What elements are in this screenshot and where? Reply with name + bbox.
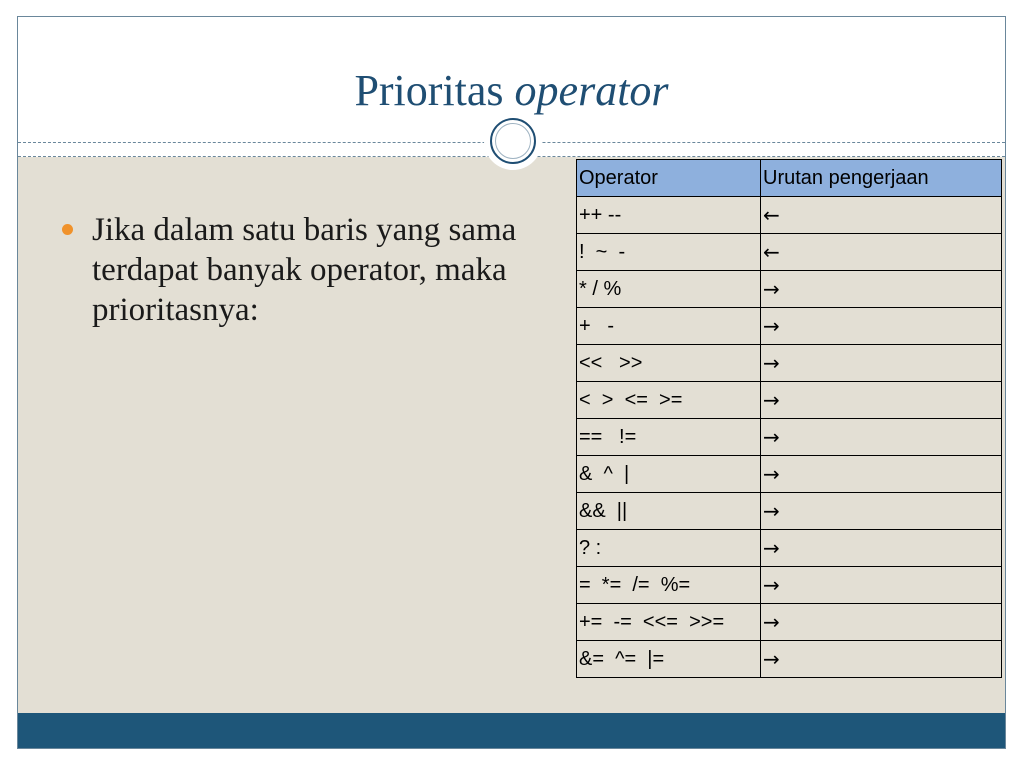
order-cell xyxy=(761,345,1002,382)
operator-cell: = *= /= %= xyxy=(577,567,761,604)
operator-cell: * / % xyxy=(577,271,761,308)
table-row xyxy=(577,382,1002,419)
title-main: Prioritas xyxy=(354,66,515,115)
order-cell xyxy=(761,197,1002,234)
order-cell xyxy=(761,604,1002,641)
header-order: Urutan pengerjaan xyxy=(761,160,1002,197)
table-row xyxy=(577,345,1002,382)
order-cell xyxy=(761,641,1002,678)
table-row xyxy=(577,567,1002,604)
table-row xyxy=(577,308,1002,345)
arrow-right-icon: → xyxy=(763,572,780,597)
bullet-dot-icon xyxy=(62,224,73,235)
table-header-row xyxy=(577,160,1002,197)
order-cell xyxy=(761,456,1002,493)
title-italic: operator xyxy=(514,66,669,115)
operator-cell: ! ~ - xyxy=(577,234,761,271)
operator-cell: ++ -- xyxy=(577,197,761,234)
arrow-left-icon: ← xyxy=(763,202,780,227)
operator-cell: + - xyxy=(577,308,761,345)
arrow-right-icon: → xyxy=(763,609,780,634)
arrow-right-icon: → xyxy=(763,276,780,301)
table-row xyxy=(577,641,1002,678)
table-body xyxy=(577,197,1002,678)
arrow-right-icon: → xyxy=(763,424,780,449)
arrow-right-icon: → xyxy=(763,646,780,671)
operator-cell: += -= <<= >>= xyxy=(577,604,761,641)
bullet-item xyxy=(62,210,542,330)
order-cell xyxy=(761,382,1002,419)
operator-cell: < > <= >= xyxy=(577,382,761,419)
operator-cell: << >> xyxy=(577,345,761,382)
slide xyxy=(17,16,1006,749)
header-operator: Operator xyxy=(577,160,761,197)
arrow-right-icon: → xyxy=(763,313,780,338)
arrow-right-icon: → xyxy=(763,535,780,560)
arrow-right-icon: → xyxy=(763,461,780,486)
order-cell xyxy=(761,234,1002,271)
table-row xyxy=(577,419,1002,456)
order-cell xyxy=(761,493,1002,530)
divider-ring-inner-icon xyxy=(495,123,531,159)
table-row xyxy=(577,234,1002,271)
order-cell xyxy=(761,308,1002,345)
operator-precedence-table xyxy=(576,159,1002,678)
order-cell xyxy=(761,530,1002,567)
operator-cell: & ^ | xyxy=(577,456,761,493)
table-row xyxy=(577,197,1002,234)
operator-cell: &= ^= |= xyxy=(577,641,761,678)
order-cell xyxy=(761,567,1002,604)
table-row xyxy=(577,493,1002,530)
operator-cell: ? : xyxy=(577,530,761,567)
operator-cell: == != xyxy=(577,419,761,456)
table-row xyxy=(577,456,1002,493)
arrow-right-icon: → xyxy=(763,498,780,523)
order-cell xyxy=(761,419,1002,456)
arrow-right-icon: → xyxy=(763,387,780,412)
footer-bar xyxy=(18,713,1005,748)
arrow-left-icon: ← xyxy=(763,239,780,264)
table-row xyxy=(577,530,1002,567)
bullet-text: Jika dalam satu baris yang sama terdapat banyak operator, maka prioritasnya: xyxy=(92,212,517,328)
slide-title xyxy=(18,66,1005,115)
arrow-right-icon: → xyxy=(763,350,780,375)
operator-cell: && || xyxy=(577,493,761,530)
table-row xyxy=(577,271,1002,308)
order-cell xyxy=(761,271,1002,308)
table-row xyxy=(577,604,1002,641)
